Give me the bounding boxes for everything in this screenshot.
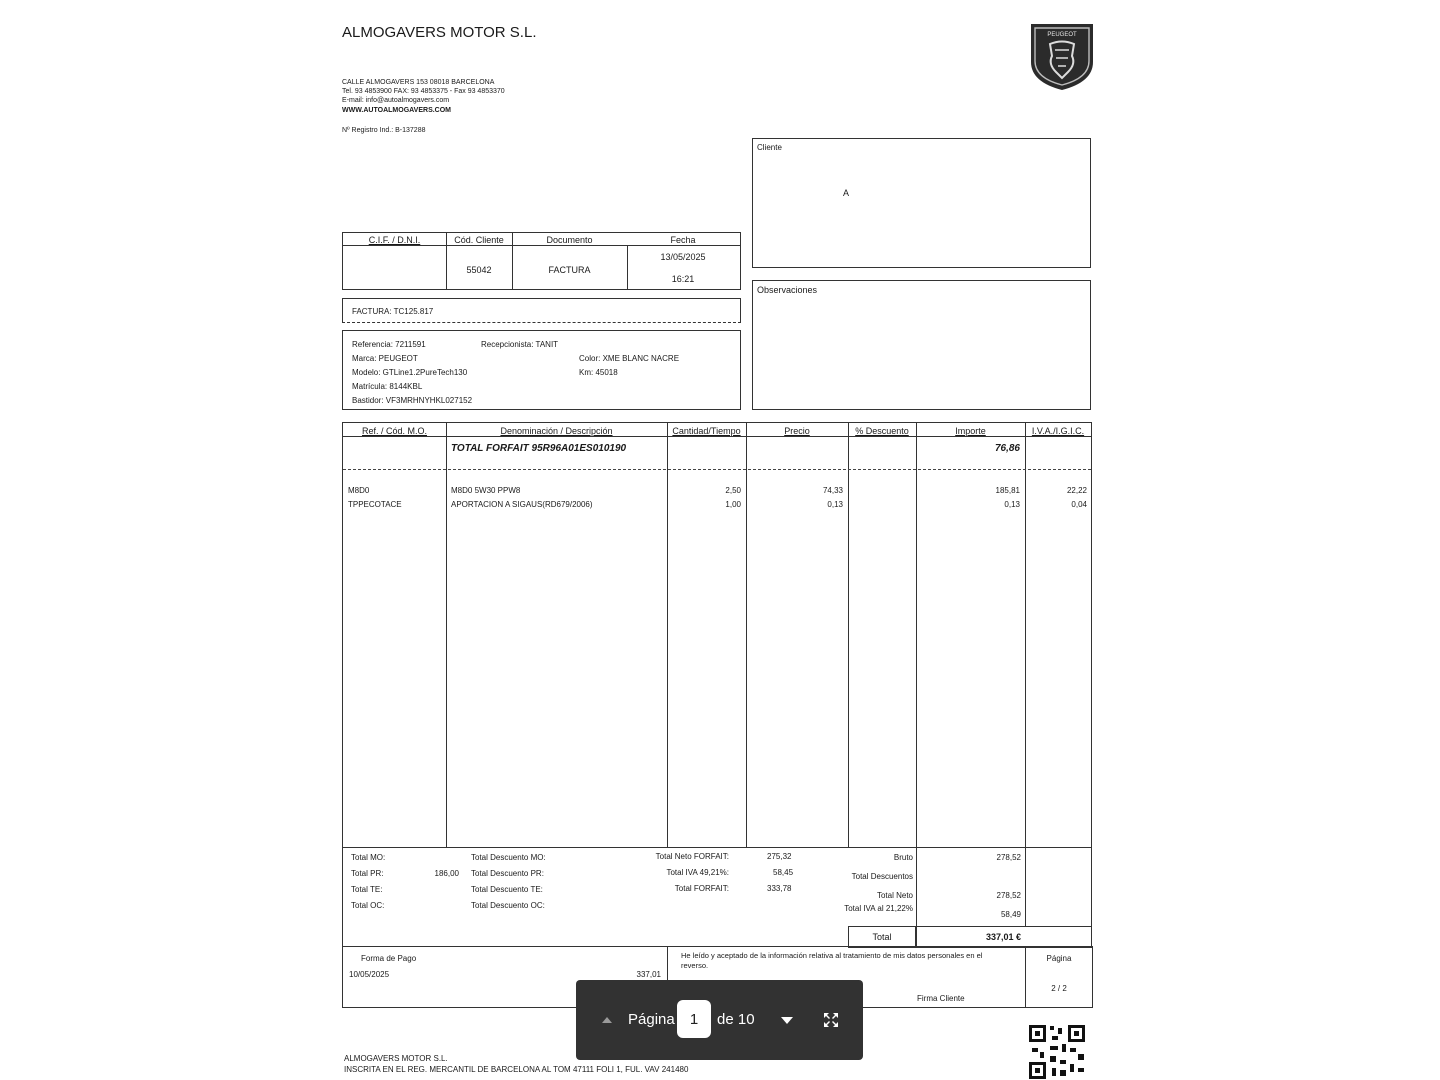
cod-cliente-value: 55042 [466, 265, 492, 275]
company-address-line-1: CALLE ALMOGAVERS 153 08018 BARCELONA [342, 79, 495, 86]
descuento-mo-label: Total Descuento MO: [471, 853, 546, 862]
row-qty: 2,50 [725, 486, 741, 495]
pdf-page-toolbar [576, 980, 863, 1060]
vehicle-modelo: Modelo: GTLine1.2PureTech130 [352, 368, 468, 377]
bruto-label: Bruto [893, 853, 913, 862]
company-name: ALMOGAVERS MOTOR S.L. [342, 24, 537, 41]
descuento-oc-label: Total Descuento OC: [471, 901, 545, 910]
header-cif: C.I.F. / D.N.I. [368, 235, 421, 245]
row-importe: 185,81 [995, 486, 1020, 495]
row-price: 0,13 [827, 500, 843, 509]
forma-pago-label: Forma de Pago [361, 954, 417, 963]
row-desc: M8D0 5W30 PPW8 [451, 486, 521, 495]
neto-forfait-value: 275,32 [767, 852, 792, 861]
grand-total-box [848, 926, 1092, 948]
forfait-description: TOTAL FORFAIT 95R96A01ES010190 [451, 443, 627, 454]
forfait-importe: 76,86 [994, 443, 1020, 454]
total-oc-label: Total OC: [351, 901, 385, 910]
row-ref: TPPECOTACE [348, 500, 402, 509]
total-iva-label: Total IVA al 21,22% [844, 904, 913, 913]
client-label: Cliente [757, 143, 782, 152]
hora-value: 16:21 [671, 274, 695, 284]
col-descripcion: Denominación / Descripción [500, 426, 613, 436]
company-website: WWW.AUTOALMOGAVERS.COM [342, 107, 452, 114]
vehicle-km: Km: 45018 [579, 368, 618, 377]
total-pr-label: Total PR: [351, 869, 384, 878]
observations-box [752, 280, 1091, 410]
previous-page-button[interactable] [598, 1010, 616, 1030]
col-descuento: % Descuento [855, 426, 909, 436]
qr-code [1028, 1024, 1086, 1080]
iva-forfait-value: 58,45 [773, 868, 794, 877]
pagina-label: Página [1046, 954, 1072, 963]
row-qty: 1,00 [725, 500, 741, 509]
client-box [752, 138, 1091, 268]
forma-pago-amount: 337,01 [636, 970, 661, 979]
page-count: de 10 [717, 1011, 755, 1028]
iva-forfait-label: Total IVA 49,21%: [666, 868, 729, 877]
header-cod-cliente: Cód. Cliente [454, 235, 504, 245]
invoice-header-table [342, 232, 741, 290]
fullscreen-button[interactable] [822, 1011, 840, 1029]
neto-forfait-label: Total Neto FORFAIT: [655, 852, 729, 861]
vehicle-info-box [342, 330, 741, 410]
fullscreen-icon [822, 1011, 840, 1029]
total-pr-value: 186,00 [434, 869, 459, 878]
next-page-button[interactable] [778, 1010, 796, 1030]
col-cantidad: Cantidad/Tiempo [672, 426, 741, 436]
company-address-line-2: Tel. 93 4853900 FAX: 93 4853375 - Fax 93 4853370 [342, 88, 505, 95]
header-fecha: Fecha [670, 235, 696, 245]
grand-total-label: Total [872, 932, 892, 942]
grand-total-value: 337,01 € [985, 932, 1021, 942]
factura-box [342, 298, 741, 323]
row-iva: 22,22 [1066, 486, 1087, 495]
vehicle-referencia: Referencia: 7211591 [352, 340, 426, 349]
page-number-input[interactable] [677, 1000, 711, 1038]
bottom-inscription: INSCRITA EN EL REG. MERCANTIL DE BARCELONA AL TOM 47111 FOLI 1, FUL. VAV 241480 [344, 1065, 689, 1074]
total-mo-label: Total MO: [351, 853, 386, 862]
vehicle-marca: Marca: PEUGEOT [352, 354, 418, 363]
row-ref: M8D0 [348, 486, 370, 495]
col-ref: Ref. / Cód. M.O. [361, 426, 428, 436]
total-neto-label: Total Neto [876, 891, 913, 900]
vehicle-color: Color: XME BLANC NACRE [579, 354, 680, 363]
company-address-line-3: E-mail: info@autoalmogavers.com [342, 97, 450, 104]
chevron-down-icon [778, 1010, 796, 1030]
total-descuentos-label: Total Descuentos [851, 872, 913, 881]
pagina-value: 2 / 2 [1051, 984, 1067, 993]
items-table [342, 422, 1092, 848]
descuento-pr-label: Total Descuento PR: [471, 869, 544, 878]
total-forfait-value: 333,78 [767, 884, 792, 893]
page-label: Página [628, 1011, 675, 1028]
col-precio: Precio [784, 426, 810, 436]
total-forfait-label: Total FORFAIT: [674, 884, 729, 893]
company-registry: Nº Registro Ind.: B-137288 [342, 127, 426, 134]
vehicle-bastidor: Bastidor: VF3MRHNYHKL027152 [352, 396, 473, 405]
firma-label: Firma Cliente [917, 994, 965, 1003]
privacy-notice: He leído y aceptado de la información relativa al tratamiento de mis datos personales en el reverso. [681, 951, 983, 970]
factura-number: FACTURA: TC125.817 [352, 307, 434, 316]
chevron-up-icon [598, 1010, 616, 1030]
row-price: 74,33 [822, 486, 843, 495]
fecha-value: 13/05/2025 [660, 252, 706, 262]
peugeot-logo [1028, 20, 1096, 92]
total-te-label: Total TE: [351, 885, 383, 894]
descuento-te-label: Total Descuento TE: [471, 885, 543, 894]
vehicle-recepcionista: Recepcionista: TANIT [481, 340, 559, 349]
row-desc: APORTACION A SIGAUS(RD679/2006) [451, 500, 593, 509]
bottom-company: ALMOGAVERS MOTOR S.L. [344, 1054, 448, 1063]
documento-value: FACTURA [548, 265, 591, 275]
forma-pago-date: 10/05/2025 [349, 970, 390, 979]
col-importe: Importe [955, 426, 986, 436]
total-iva-value: 58,49 [1000, 910, 1021, 919]
client-name: A [843, 188, 850, 198]
col-iva: I.V.A./I.G.I.C. [1031, 426, 1085, 436]
row-iva: 0,04 [1071, 500, 1087, 509]
observations-label: Observaciones [757, 285, 818, 295]
total-neto-value: 278,52 [996, 891, 1021, 900]
bruto-value: 278,52 [996, 853, 1021, 862]
header-documento: Documento [546, 235, 593, 245]
peugeot-logo-text: PEUGEOT [1047, 32, 1077, 38]
vehicle-matricula: Matrícula: 8144KBL [352, 382, 423, 391]
row-importe: 0,13 [1004, 500, 1020, 509]
